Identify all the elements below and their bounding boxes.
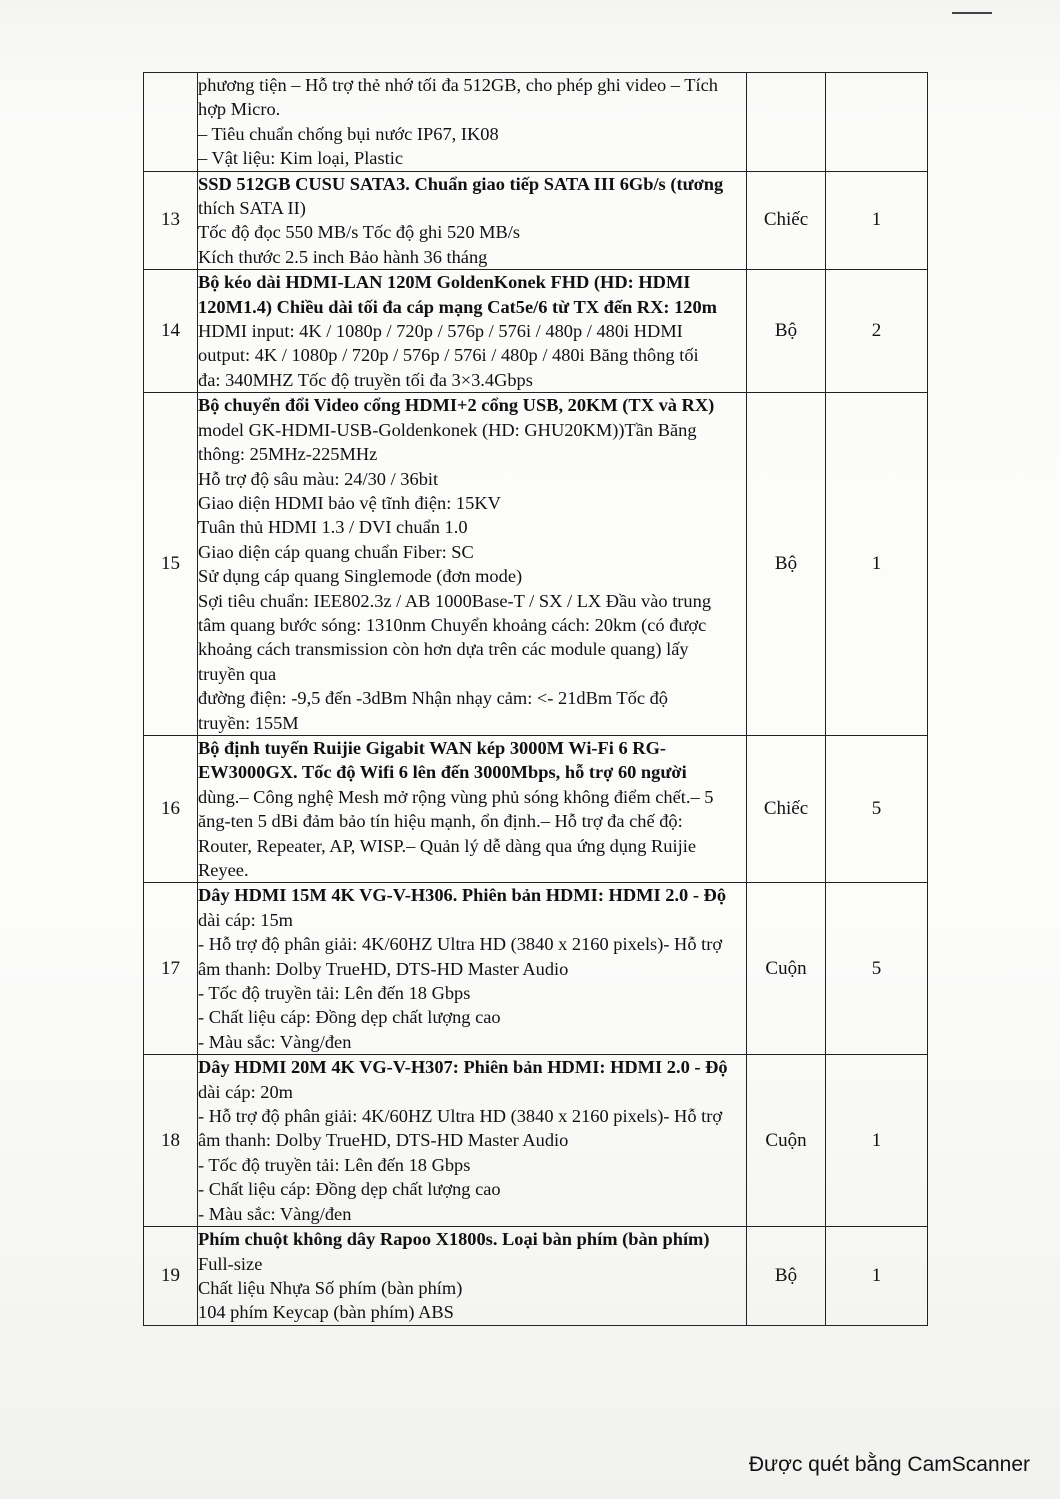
quantity-cell: 5 (826, 883, 928, 1055)
description-line: - Hỗ trợ độ phân giải: 4K/60HZ Ultra HD (3840 x 2160 pixels)- Hỗ trợ (198, 1106, 723, 1127)
description-line: 104 phím Keycap (bàn phím) ABS (198, 1302, 454, 1323)
unit-cell: Cuộn (747, 883, 826, 1055)
description-line: output: 4K / 1080p / 720p / 576p / 576i / 480p / 480i Băng thông tối (198, 345, 699, 366)
description-line: khoảng cách transmission còn hơn dựa trên các module quang) lấy (198, 639, 689, 660)
description-line: Chất liệu Nhựa Số phím (bàn phím) (198, 1277, 463, 1298)
description-line: ăng-ten 5 dBi đảm bảo tín hiệu mạnh, ổn định.– Hỗ trợ đa chế độ: (198, 811, 683, 832)
table-row (144, 1227, 928, 1326)
description-line: - Màu sắc: Vàng/đen (198, 1031, 352, 1052)
table-row (144, 171, 928, 270)
table-row (144, 270, 928, 393)
description-line: 120M1.4) Chiều dài tối đa cáp mạng Cat5e/6 từ TX đến RX: 120m (198, 296, 717, 317)
description-line: truyền: 155M (198, 712, 299, 733)
description-line: đường điện: -9,5 đến -3dBm Nhận nhạy cảm: <- 21dBm Tốc độ (198, 688, 669, 709)
description-line: - Chất liệu cáp: Đồng dẹp chất lượng cao (198, 1007, 501, 1028)
description-line: thông: 25MHz-225MHz (198, 444, 378, 465)
description-line: đa: 340MHZ Tốc độ truyền tối đa 3×3.4Gbps (198, 369, 533, 390)
description-line: Full-size (198, 1253, 263, 1274)
description-line: - Chất liệu cáp: Đồng dẹp chất lượng cao (198, 1179, 501, 1200)
unit-cell: Bộ (747, 270, 826, 393)
description-line: HDMI input: 4K / 1080p / 720p / 576p / 576i / 480p / 480i HDMI (198, 321, 683, 342)
table-row (144, 393, 928, 736)
unit-cell (747, 73, 826, 172)
description-line: Kích thước 2.5 inch Bảo hành 36 tháng (198, 246, 488, 267)
row-number: 18 (144, 1055, 198, 1227)
description-line: – Vật liệu: Kim loại, Plastic (198, 148, 403, 169)
description-line: Sợi tiêu chuẩn: IEE802.3z / AB 1000Base-T / SX / LX Đầu vào trung (198, 590, 712, 611)
description-line: model GK-HDMI-USB-Goldenkonek (HD: GHU20KM))Tần Băng (198, 419, 697, 440)
description-line: Bộ định tuyến Ruijie Gigabit WAN kép 3000M Wi-Fi 6 RG- (198, 737, 666, 758)
description-line: dài cáp: 20m (198, 1081, 293, 1102)
item-description (198, 171, 747, 270)
description-line: Hỗ trợ độ sâu màu: 24/30 / 36bit (198, 468, 439, 489)
scan-edge-mark (952, 12, 992, 14)
description-line: - Tốc độ truyền tải: Lên đến 18 Gbps (198, 983, 471, 1004)
description-line: Bộ chuyển đổi Video cổng HDMI+2 cổng USB, 20KM (TX và RX) (198, 395, 715, 416)
description-line: Reyee. (198, 860, 249, 880)
description-line: âm thanh: Dolby TrueHD, DTS-HD Master Audio (198, 958, 569, 979)
item-description (198, 270, 747, 393)
row-number: 13 (144, 171, 198, 270)
description-line: tâm quang bước sóng: 1310nm Chuyển khoảng cách: 20km (có được (198, 614, 707, 635)
description-line: Dây HDMI 20M 4K VG-V-H307: Phiên bản HDMI: HDMI 2.0 - Độ (198, 1057, 728, 1078)
quantity-cell: 1 (826, 1227, 928, 1326)
description-line: Router, Repeater, AP, WISP.– Quản lý dễ dàng qua ứng dụng Ruijie (198, 835, 696, 856)
row-number (144, 73, 198, 172)
description-line: EW3000GX. Tốc độ Wifi 6 lên đến 3000Mbps, hỗ trợ 60 người (198, 762, 687, 783)
description-line: – Tiêu chuẩn chống bụi nước IP67, IK08 (198, 123, 499, 144)
quantity-cell (826, 73, 928, 172)
item-description (198, 735, 747, 882)
camscanner-watermark: Được quét bằng CamScanner (748, 1453, 1030, 1476)
equipment-spec-table (143, 72, 928, 1326)
description-line: Giao diện HDMI bảo vệ tĩnh điện: 15KV (198, 492, 501, 513)
description-line: Tuân thủ HDMI 1.3 / DVI chuẩn 1.0 (198, 517, 468, 538)
item-description (198, 1055, 747, 1227)
quantity-cell: 1 (826, 171, 928, 270)
unit-cell: Bộ (747, 1227, 826, 1326)
description-line: hợp Micro. (198, 99, 281, 120)
unit-cell: Chiếc (747, 171, 826, 270)
description-line: âm thanh: Dolby TrueHD, DTS-HD Master Audio (198, 1130, 569, 1151)
description-line: dùng.– Công nghệ Mesh mở rộng vùng phủ sóng không điểm chết.– 5 (198, 786, 714, 807)
row-number: 17 (144, 883, 198, 1055)
item-description (198, 1227, 747, 1326)
description-line: dài cáp: 15m (198, 909, 293, 930)
description-line: Giao diện cáp quang chuẩn Fiber: SC (198, 541, 474, 562)
description-line: phương tiện – Hỗ trợ thẻ nhớ tối đa 512GB, cho phép ghi video – Tích (198, 75, 718, 95)
table-row (144, 73, 928, 172)
description-line: SSD 512GB CUSU SATA3. Chuẩn giao tiếp SATA III 6Gb/s (tương (198, 173, 724, 194)
description-line: Sử dụng cáp quang Singlemode (đơn mode) (198, 566, 523, 587)
description-line: - Tốc độ truyền tải: Lên đến 18 Gbps (198, 1154, 471, 1175)
description-line: thích SATA II) (198, 198, 306, 219)
description-line: - Màu sắc: Vàng/đen (198, 1203, 352, 1224)
description-line: truyền qua (198, 663, 277, 684)
description-line: Dây HDMI 15M 4K VG-V-H306. Phiên bản HDMI: HDMI 2.0 - Độ (198, 885, 727, 906)
description-line: Tốc độ đọc 550 MB/s Tốc độ ghi 520 MB/s (198, 222, 521, 243)
description-line: Bộ kéo dài HDMI-LAN 120M GoldenKonek FHD (HD: HDMI (198, 272, 691, 293)
unit-cell: Chiếc (747, 735, 826, 882)
unit-cell: Cuộn (747, 1055, 826, 1227)
quantity-cell: 1 (826, 393, 928, 736)
quantity-cell: 2 (826, 270, 928, 393)
table-row (144, 735, 928, 882)
row-number: 16 (144, 735, 198, 882)
item-description (198, 393, 747, 736)
unit-cell: Bộ (747, 393, 826, 736)
description-line: Phím chuột không dây Rapoo X1800s. Loại bàn phím (bàn phím) (198, 1229, 710, 1250)
table-row (144, 883, 928, 1055)
table-row (144, 1055, 928, 1227)
row-number: 19 (144, 1227, 198, 1326)
row-number: 15 (144, 393, 198, 736)
quantity-cell: 1 (826, 1055, 928, 1227)
item-description (198, 883, 747, 1055)
item-description (198, 73, 747, 172)
row-number: 14 (144, 270, 198, 393)
quantity-cell: 5 (826, 735, 928, 882)
description-line: - Hỗ trợ độ phân giải: 4K/60HZ Ultra HD (3840 x 2160 pixels)- Hỗ trợ (198, 934, 723, 955)
